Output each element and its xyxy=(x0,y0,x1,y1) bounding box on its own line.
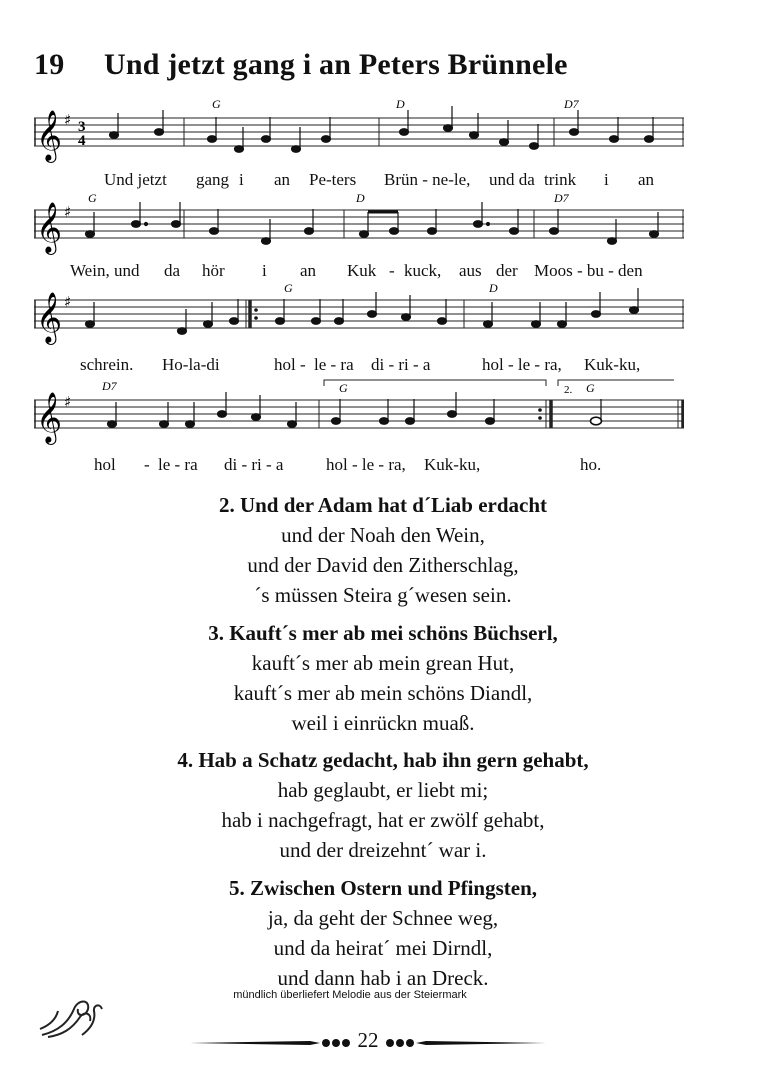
lyric-syllable: i xyxy=(604,170,609,189)
lyric-syllable: und da xyxy=(489,170,535,189)
verse-first-line: 3. Kauft´s mer ab mei schöns Büchserl, xyxy=(208,621,558,645)
lyric-syllable: hol - le - ra, xyxy=(482,355,562,374)
verse-3 xyxy=(0,618,766,738)
lyric-line-4 xyxy=(34,455,684,479)
sharp-icon: ♯ xyxy=(64,293,72,311)
page-number: 22 xyxy=(357,1028,379,1052)
lyric-syllable: Wein, und xyxy=(70,261,140,280)
lyric-syllable: i xyxy=(262,261,267,280)
lyric-syllable: hol xyxy=(94,455,116,474)
verse-first-line: 5. Zwischen Ostern und Pfingsten, xyxy=(228,876,538,900)
lyric-syllable: gang xyxy=(196,170,230,189)
lyric-syllable: di - ri - a xyxy=(224,455,284,474)
volta-label: 2. xyxy=(564,384,573,396)
lyric-syllable: hör xyxy=(202,261,225,280)
page-footer xyxy=(190,1028,546,1058)
staff-line-4 xyxy=(34,376,684,446)
sharp-icon: ♯ xyxy=(64,393,72,411)
verse-line: kauft´s mer ab mein schöns Diandl, xyxy=(233,681,533,705)
lyric-syllable: Pe-ters xyxy=(309,170,357,189)
lyric-syllable: trink xyxy=(544,170,577,189)
lyric-syllable: an xyxy=(274,170,291,189)
time-sig-top: 3 xyxy=(78,119,86,135)
lyric-syllable: schrein. xyxy=(80,355,134,374)
chord-label: D7 xyxy=(102,379,117,393)
chord-label: D xyxy=(489,282,498,295)
lyric-syllable: da xyxy=(164,261,181,280)
staff-line-1 xyxy=(34,98,684,166)
verse-line: hab geglaubt, er liebt mi; xyxy=(277,778,489,802)
verse-first-line: 2. Und der Adam hat d´Liab erdacht xyxy=(218,493,548,517)
verse-4 xyxy=(0,745,766,865)
verse-first-line: 4. Hab a Schatz gedacht, hab ihn gern gehabt, xyxy=(177,748,589,772)
staff-line-3 xyxy=(34,282,684,346)
lyric-syllable: an xyxy=(638,170,655,189)
lyric-syllable: - xyxy=(300,355,306,374)
verse-line: und der dreizehnt´ war i. xyxy=(279,838,487,862)
treble-clef-icon: 𝄞 xyxy=(36,292,63,343)
chord-label: D xyxy=(396,98,405,111)
time-sig-bottom: 4 xyxy=(78,133,86,149)
flourish-ornament-icon xyxy=(38,995,108,1041)
lyric-syllable: Brün - ne-le, xyxy=(384,170,471,189)
verse-line: ´s müssen Steira g´wesen sein. xyxy=(254,583,512,607)
verse-line: und da heirat´ mei Dirndl, xyxy=(273,936,493,960)
chord-label: G xyxy=(284,282,293,295)
verse-line: und dann hab i an Dreck. xyxy=(277,966,489,990)
lyric-syllable: Moos - bu - den xyxy=(534,261,643,280)
lyric-syllable: hol xyxy=(274,355,296,374)
treble-clef-icon: 𝄞 xyxy=(36,110,63,161)
lyric-syllable: Kuk-ku, xyxy=(584,355,641,374)
lyric-syllable: le - ra xyxy=(314,355,354,374)
chord-label: G xyxy=(212,98,221,111)
lyric-syllable: ho. xyxy=(580,455,602,474)
lyric-syllable: hol - le - ra, xyxy=(326,455,406,474)
chord-label: D7 xyxy=(554,192,569,205)
verse-line: ja, da geht der Schnee weg, xyxy=(267,906,499,930)
verse-line: weil i einrückn muaß. xyxy=(291,711,475,735)
lyric-syllable: Kuk-ku, xyxy=(424,455,481,474)
lyric-syllable: der xyxy=(496,261,518,280)
treble-clef-icon: 𝄞 xyxy=(36,202,63,253)
chord-label: G xyxy=(88,192,97,205)
lyric-syllable: - xyxy=(389,261,395,280)
lyric-syllable: an xyxy=(300,261,317,280)
verse-line: und der Noah den Wein, xyxy=(281,523,485,547)
verse-line: kauft´s mer ab mein grean Hut, xyxy=(251,651,515,675)
sharp-icon: ♯ xyxy=(64,203,72,221)
chord-label: D7 xyxy=(564,98,579,111)
chord-label: G xyxy=(586,381,595,395)
lyric-line-1 xyxy=(34,170,684,194)
lyric-syllable: i xyxy=(239,170,244,189)
lyric-syllable: Ho-la-di xyxy=(162,355,220,374)
verse-line: hab i nachgefragt, hat er zwölf gehabt, xyxy=(221,808,545,832)
song-number: 19 xyxy=(34,48,65,81)
verse-5 xyxy=(0,873,766,993)
verse-line: und der David den Zitherschlag, xyxy=(247,553,519,577)
song-title: Und jetzt gang i an Peters Brünnele xyxy=(104,48,568,81)
treble-clef-icon: 𝄞 xyxy=(36,392,63,443)
lyric-syllable: Und jetzt xyxy=(104,170,167,189)
lyric-syllable: - xyxy=(144,455,150,474)
lyric-syllable: kuck, xyxy=(404,261,442,280)
staff-line-2 xyxy=(34,192,684,256)
lyric-syllable: le - ra xyxy=(158,455,198,474)
song-heading xyxy=(34,48,568,82)
verse-2 xyxy=(0,490,766,610)
lyric-syllable: Kuk xyxy=(347,261,377,280)
lyric-syllable: di - ri - a xyxy=(371,355,431,374)
sharp-icon: ♯ xyxy=(64,111,72,129)
lyric-syllable: aus xyxy=(459,261,482,280)
chord-label: D xyxy=(356,192,365,205)
chord-label: G xyxy=(339,381,348,395)
credit-line: mündlich überliefert Melodie aus der Steiermark xyxy=(233,989,467,1001)
